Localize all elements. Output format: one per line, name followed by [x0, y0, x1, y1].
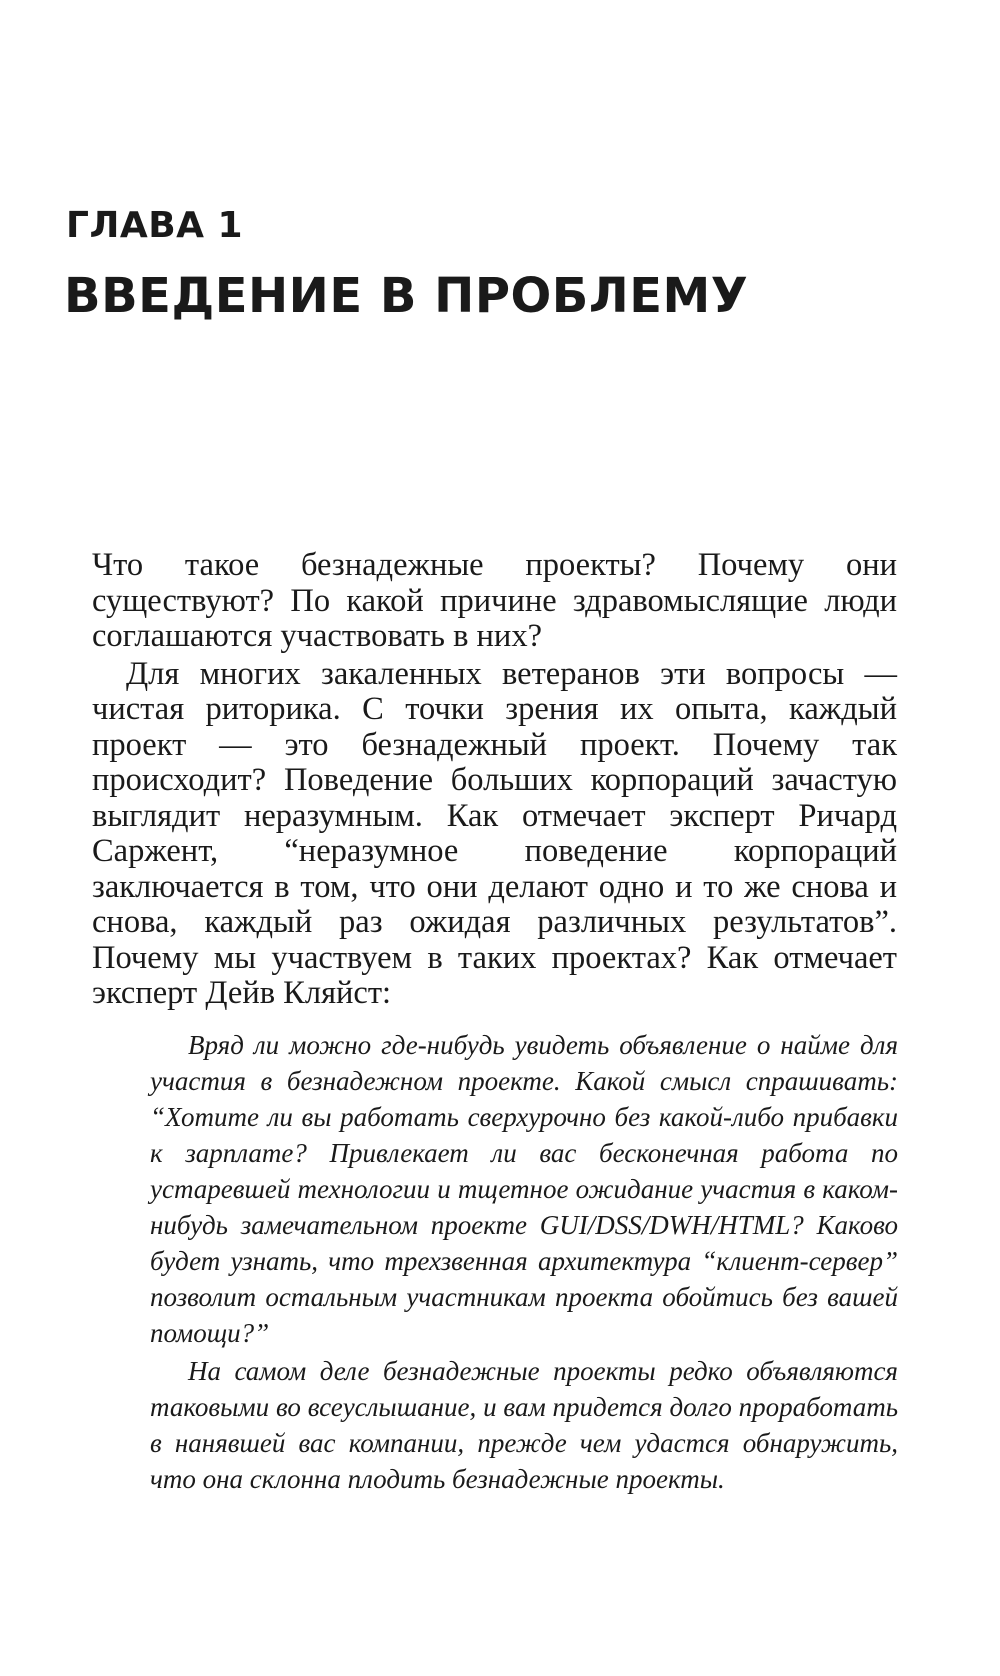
chapter-title: ВВЕДЕНИЕ В ПРОБЛЕМУ — [64, 268, 749, 324]
block-quote — [150, 1027, 898, 1497]
quote-paragraph-2: На самом деле безнадежные проекты редко объявляются таковыми во всеуслышание, и вам придется долго проработать в нанявшей вас компании, прежде чем удастся обнаружить, что она склонна плодить безнадежные проекты. — [150, 1356, 898, 1494]
body-paragraph-2: Для многих закаленных ветеранов эти вопросы — чистая риторика. С точки зрения их опыта, каждый проект — это безнадежный проект. Почему так происходит? Поведение больших корпораций зачастую выглядит неразумным. Как отмечает эксперт Ричард Саржент, “неразумное поведение корпораций заключается в том, что они делают одно и то же снова и снова, каждый раз ожидая различных результатов”. Почему мы участвуем в таких проектах? Как отмечает эксперт Дейв Кляйст: — [92, 655, 897, 1011]
quote-paragraph-1: Вряд ли можно где-нибудь увидеть объявление о найме для участия в безнадежном проекте. Какой смысл спрашивать: “Хотите ли вы работать сверхурочно без какой-либо прибавки к зарплате? Привлекает ли вас бесконечная работа по устаревшей технологии и тщетное ожидание участия в каком-нибудь замечательном проекте GUI/DSS/DWH/HTML? Каково будет узнать, что трехзвенная архитектура “клиент-сервер” позволит остальным участникам проекта обойтись без вашей помощи?” — [150, 1030, 898, 1348]
body-paragraph-1: Что такое безнадежные проекты? Почему они существуют? По какой причине здравомыслящие люди соглашаются участвовать в них? — [92, 547, 897, 654]
chapter-label: ГЛАВА 1 — [66, 205, 244, 246]
body-text — [92, 548, 897, 1012]
